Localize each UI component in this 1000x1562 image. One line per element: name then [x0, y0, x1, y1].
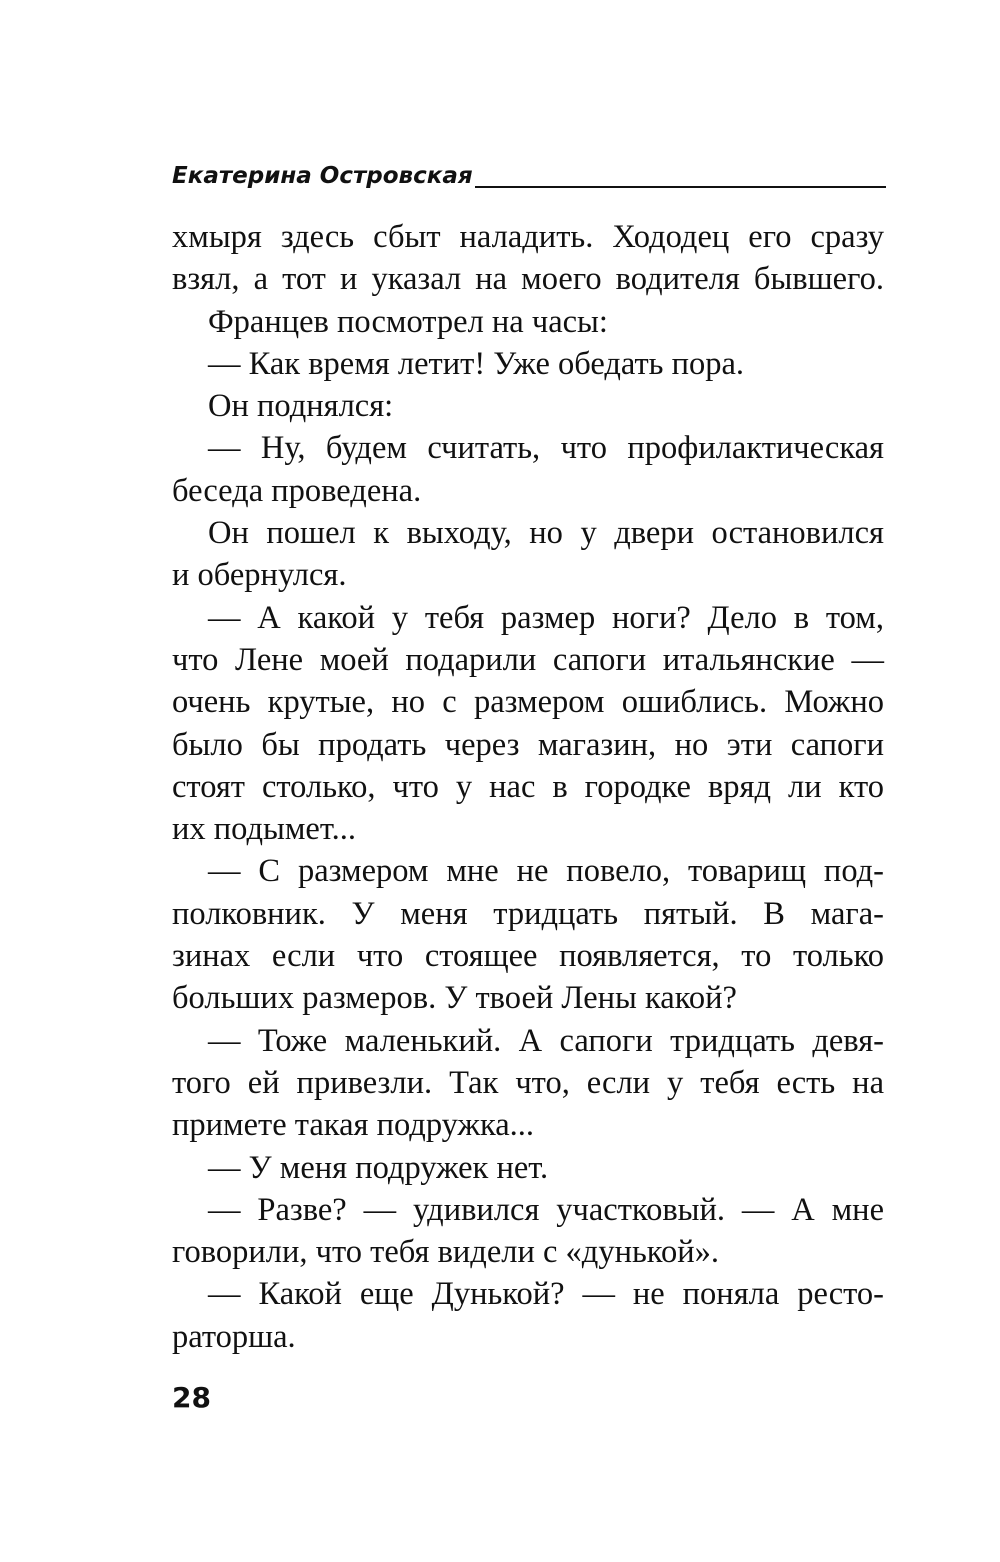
text-line: — У меня подружек нет.: [208, 1149, 549, 1186]
text-line: больших размеров. У твоей Лены какой?: [172, 980, 737, 1017]
text-line: хмыря здесь сбыт наладить. Хододец его сразу: [172, 219, 884, 255]
header-rule: [475, 186, 886, 188]
text-line: — Разве? — удивился участковый. — А мне: [208, 1191, 884, 1228]
text-line: раторша.: [172, 1318, 296, 1355]
text-line: — Тоже маленький. А сапоги тридцать девя-: [208, 1022, 884, 1059]
text-line: беседа проведена.: [172, 472, 422, 509]
text-line: — Ну, будем считать, что профилактическая: [208, 430, 884, 467]
text-line: Францев посмотрел на часы:: [208, 303, 608, 340]
text-line: их подымет...: [172, 811, 356, 848]
text-line: — Какой еще Дунькой? — не поняла ресто-: [208, 1276, 884, 1313]
text-line: очень крутые, но с размером ошиблись. Можно: [172, 684, 884, 721]
page-number: 28: [172, 1381, 211, 1414]
text-line: зинах если что стоящее появляется, то только: [172, 938, 884, 975]
text-line: что Лене моей подарили сапоги итальянские —: [172, 641, 884, 678]
text-line: говорили, что тебя видели с «дунькой».: [172, 1234, 719, 1271]
text-line: примете такая подружка...: [172, 1107, 535, 1144]
text-line: Он пошел к выходу, но у двери остановился: [208, 515, 884, 552]
text-line: — А какой у тебя размер ноги? Дело в том,: [208, 599, 884, 636]
text-line: было бы продать через магазин, но эти сапоги: [172, 726, 884, 763]
text-line: — Как время летит! Уже обедать пора.: [208, 345, 745, 382]
text-line: стоят столько, что у нас в городке вряд ли кто: [172, 768, 884, 805]
text-line: полковник. У меня тридцать пятый. В мага-: [172, 895, 884, 932]
text-line: взял, а тот и указал на моего водителя бывшего.: [172, 261, 884, 298]
text-line: и обернулся.: [172, 557, 347, 594]
body-text: [172, 216, 884, 1358]
author-name: Екатерина Островская: [172, 163, 473, 189]
running-head: [172, 158, 886, 194]
text-line: того ей привезли. Так что, если у тебя есть на: [172, 1064, 884, 1101]
text-line: Он поднялся:: [208, 388, 394, 425]
text-line: — С размером мне не повело, товарищ под-: [208, 853, 884, 890]
